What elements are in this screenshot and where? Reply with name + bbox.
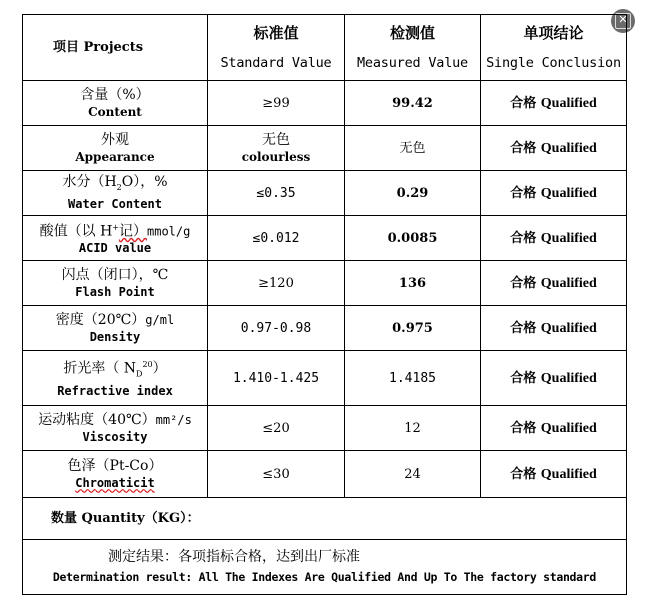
conclusion (481, 171, 627, 216)
standard-value: ≤0.35 (208, 171, 345, 216)
header-standard (208, 15, 345, 81)
item-name-zh-unit: g/ml (145, 312, 175, 327)
item-name-en: Density (89, 329, 141, 344)
standard-value-zh: 无色 (262, 131, 290, 148)
table-row (23, 306, 627, 351)
standard-value: 0.97-0.98 (208, 306, 345, 351)
item-name (23, 261, 208, 306)
item-name-en: Appearance (75, 149, 155, 164)
item-name-zh-unit: mm²/s (155, 412, 192, 427)
table-row (23, 261, 627, 306)
item-name-zh: 闪点（闭口），℃ (61, 266, 169, 283)
item-name-zh (23, 311, 207, 329)
item-name-en: Chromaticit (75, 475, 155, 490)
quantity-label: 数量 Quantity（KG）： (23, 498, 627, 540)
conclusion-zh: 合格 (510, 370, 537, 386)
item-name (23, 451, 208, 498)
measured-value: 0.29 (345, 171, 481, 216)
table-row (23, 126, 627, 171)
table-row (23, 81, 627, 126)
item-name (23, 126, 208, 171)
conclusion-en: Qualified (540, 185, 597, 201)
item-name-zh (23, 173, 207, 197)
item-name (23, 216, 208, 261)
standard-value: ≤30 (208, 451, 345, 498)
item-name (23, 171, 208, 216)
item-name-zh-a: 酸值（以 H (39, 223, 113, 240)
item-name-zh-a: 折光率（ N (63, 360, 137, 377)
conclusion (481, 451, 627, 498)
standard-value: ≥120 (208, 261, 345, 306)
result-en: Determination result: All The Indexes Are Qualified And Up To The factory standard (52, 570, 597, 584)
result-row (23, 540, 627, 595)
conclusion (481, 126, 627, 171)
item-name-en: Content (88, 104, 142, 119)
header-standard-zh: 标准值 (253, 23, 299, 42)
conclusion (481, 216, 627, 261)
header-conclusion-zh: 单项结论 (523, 23, 584, 42)
standard-value: ≥99 (208, 81, 345, 126)
measured-value: 99.42 (345, 81, 481, 126)
quantity-row (23, 498, 627, 540)
conclusion-en: Qualified (540, 230, 597, 246)
standard-value (208, 126, 345, 171)
item-name-zh-sub: 2 (116, 182, 122, 192)
standard-value: 1.410-1.425 (208, 351, 345, 406)
measured-value: 24 (345, 451, 481, 498)
standard-value: ≤0.012 (208, 216, 345, 261)
determination-result (23, 540, 627, 595)
measured-value: 12 (345, 406, 481, 451)
header-measured (345, 15, 481, 81)
item-name (23, 306, 208, 351)
item-name-zh-sup: + (112, 222, 119, 232)
conclusion-zh: 合格 (510, 466, 537, 482)
header-row (23, 15, 627, 81)
item-name-en: Viscosity (82, 429, 148, 444)
measured-value: 136 (345, 261, 481, 306)
item-name-zh-a: 水分（H (62, 173, 117, 190)
table-row (23, 406, 627, 451)
conclusion (481, 406, 627, 451)
standard-value-en: colourless (241, 149, 311, 164)
item-name-zh-b: ） (152, 360, 167, 377)
item-name-zh: 含量（%） (80, 86, 150, 103)
item-name-en: Refractive index (57, 384, 173, 399)
item-name-zh: 色泽（Pt-Co） (67, 457, 163, 474)
conclusion-en: Qualified (540, 95, 597, 111)
item-name-zh (23, 219, 207, 241)
table-row (23, 451, 627, 498)
conclusion (481, 261, 627, 306)
table-row (23, 351, 627, 406)
conclusion-zh: 合格 (510, 275, 537, 291)
conclusion (481, 306, 627, 351)
header-conclusion (481, 15, 627, 81)
spec-table (22, 14, 627, 595)
conclusion-zh: 合格 (510, 95, 537, 111)
header-standard-en: Standard Value (220, 54, 332, 71)
item-name-en: ACID value (78, 241, 152, 256)
conclusion-en: Qualified (540, 320, 597, 336)
item-name (23, 81, 208, 126)
conclusion-en: Qualified (540, 275, 597, 291)
table-row (23, 171, 627, 216)
conclusion (481, 81, 627, 126)
measured-value: 0.975 (345, 306, 481, 351)
conclusion-en: Qualified (540, 370, 597, 386)
close-icon: ✕ (615, 13, 631, 29)
conclusion-zh: 合格 (510, 140, 537, 156)
item-name-en: Water Content (68, 197, 162, 212)
header-measured-en: Measured Value (357, 54, 468, 71)
item-name-zh: 外观 (101, 131, 129, 148)
item-name-zh (23, 356, 207, 383)
conclusion-zh: 合格 (510, 420, 537, 436)
header-conclusion-en: Single Conclusion (486, 54, 621, 71)
item-name-zh-a: 密度（20℃） (55, 311, 146, 328)
header-projects: 项目 Projects (23, 15, 208, 81)
item-name-zh-sub: D (136, 369, 143, 379)
table-row (23, 216, 627, 261)
item-name-zh-b: 记） (119, 223, 147, 240)
conclusion-zh: 合格 (510, 230, 537, 246)
item-name (23, 351, 208, 406)
item-name-en: Flash Point (75, 284, 155, 299)
conclusion (481, 351, 627, 406)
measured-value: 0.0085 (345, 216, 481, 261)
item-name-zh-a: 运动粘度（40℃） (38, 411, 156, 428)
conclusion-zh: 合格 (510, 185, 537, 201)
item-name (23, 406, 208, 451)
conclusion-en: Qualified (540, 420, 597, 436)
item-name-zh-sup: 20 (142, 359, 153, 369)
result-zh: 测定结果：各项指标合格，达到出厂标准 (108, 549, 360, 565)
conclusion-zh: 合格 (510, 320, 537, 336)
item-name-zh-unit: mmol/g (147, 224, 191, 239)
item-name-zh-b: O），% (121, 173, 168, 190)
item-name-zh (23, 411, 207, 429)
spec-sheet (22, 14, 626, 595)
standard-value: ≤20 (208, 406, 345, 451)
header-measured-zh: 检测值 (389, 23, 435, 42)
conclusion-en: Qualified (540, 140, 597, 156)
measured-value: 1.4185 (345, 351, 481, 406)
measured-value: 无色 (345, 126, 481, 171)
conclusion-en: Qualified (540, 466, 597, 482)
